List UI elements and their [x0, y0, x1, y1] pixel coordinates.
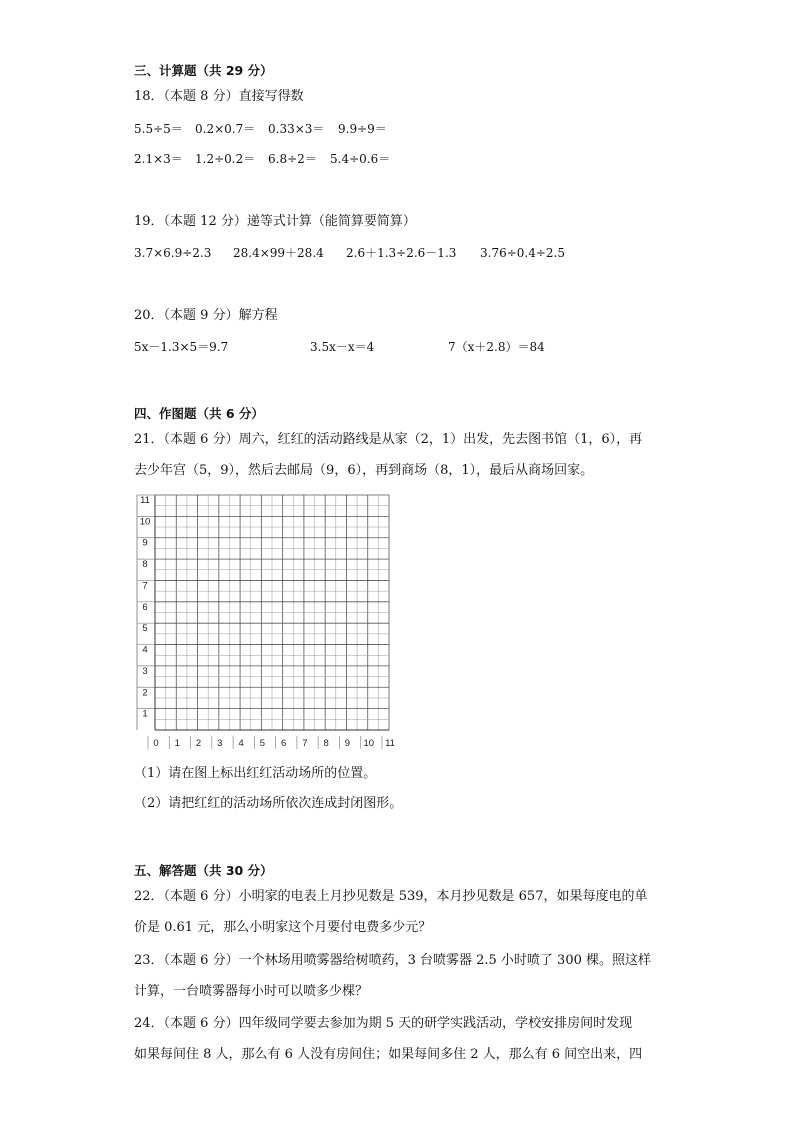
- q18-item: 2.1×3＝: [134, 152, 183, 166]
- x-axis-tick-label: 4: [238, 738, 244, 749]
- x-axis-tick-label: 1: [174, 738, 180, 749]
- question-19-stem: 19．（本题 12 分）递等式计算（能简算要简算）: [134, 214, 416, 229]
- q18-item: 5.4÷0.6＝: [330, 152, 391, 166]
- grid-lines: [137, 495, 389, 730]
- q20-item: 5x－1.3×5＝9.7: [134, 340, 229, 354]
- q19-item: 28.4×99＋28.4: [233, 246, 324, 260]
- x-axis-tick-label: 9: [344, 738, 351, 749]
- y-axis-tick-label: 5: [142, 623, 148, 635]
- question-24-line-1: 24．（本题 6 分）四年级同学要去参加为期 5 天的研学实践活动，学校安排房间时发现: [134, 1016, 633, 1031]
- question-24-line-2: 如果每间住 8 人，那么有 6 人没有房间住；如果每间多住 2 人，那么有 6 间空出来，四: [134, 1047, 643, 1062]
- y-axis-tick-label: 8: [142, 559, 148, 571]
- q18-item: 9.9÷9＝: [338, 122, 387, 136]
- x-axis-tick-label: 11: [385, 738, 395, 749]
- q20-item: 3.5x－x＝4: [310, 340, 375, 354]
- x-axis-tick-label: 7: [302, 738, 308, 749]
- q19-item: 2.6＋1.3÷2.6－1.3: [346, 246, 457, 260]
- x-axis-tick-label: 2: [195, 738, 202, 749]
- y-axis-tick-label: 2: [142, 687, 148, 699]
- y-axis-tick-label: 1: [142, 708, 148, 720]
- question-22-line-1: 22．（本题 6 分）小明家的电表上月抄见数是 539，本月抄见数是 657，如果每度电的单: [134, 889, 648, 904]
- x-axis-tick-label: 3: [217, 738, 223, 749]
- x-axis-tick-label: 8: [323, 738, 329, 749]
- y-axis-labels: [137, 495, 155, 720]
- y-axis-tick-label: 6: [142, 601, 148, 613]
- y-axis-tick-label: 7: [142, 580, 148, 592]
- q18-item: 5.5÷5＝: [134, 122, 183, 136]
- question-20-stem: 20．（本题 9 分）解方程: [134, 308, 278, 323]
- question-21-line-2: 去少年宫（5，9），然后去邮局（9，6），再到商场（8，1），最后从商场回家。: [134, 463, 594, 478]
- question-21-line-1: 21．（本题 6 分）周六，红红的活动路线是从家（2，1）出发，先去图书馆（1，6），再: [134, 432, 643, 447]
- x-axis-tick-label: 10: [363, 738, 375, 749]
- y-axis-tick-label: 3: [142, 665, 148, 677]
- question-22-line-2: 价是 0.61 元，那么小明家这个月要付电费多少元？: [134, 920, 432, 935]
- q19-item: 3.7×6.9÷2.3: [134, 246, 212, 260]
- q18-item: 0.2×0.7＝: [195, 122, 256, 136]
- y-axis-tick-label: 9: [142, 537, 148, 549]
- question-21-sub-2: （2）请把红红的活动场所依次连成封闭图形。: [134, 796, 403, 811]
- section-4-heading: 四、作图题（共 6 分）: [134, 406, 264, 421]
- section-3-heading: 三、计算题（共 29 分）: [134, 63, 273, 78]
- x-axis-tick-label: 6: [280, 738, 287, 749]
- y-axis-tick-label: 11: [140, 495, 150, 506]
- question-18-stem: 18．（本题 8 分）直接写得数: [134, 89, 304, 104]
- y-axis-tick-label: 10: [139, 516, 151, 528]
- x-axis-tick-label: 0: [153, 738, 159, 749]
- question-21-sub-1: （1）请在图上标出红红活动场所的位置。: [134, 766, 377, 781]
- question-23-line-2: 计算，一台喷雾器每小时可以喷多少棵？: [134, 984, 369, 999]
- question-23-line-1: 23．（本题 6 分）一个林场用喷雾器给树喷药，3 台喷雾器 2.5 小时喷了 300 棵。照这样: [134, 953, 651, 968]
- section-5-heading: 五、解答题（共 30 分）: [134, 863, 273, 878]
- q19-item: 3.76÷0.4÷2.5: [480, 246, 565, 260]
- q18-item: 1.2÷0.2＝: [195, 152, 256, 166]
- x-axis-tick-label: 5: [259, 738, 266, 749]
- q20-item: 7（x＋2.8）＝84: [448, 340, 545, 354]
- x-axis-labels: [148, 736, 395, 749]
- q18-item: 0.33×3＝: [268, 122, 325, 136]
- q18-item: 6.8÷2＝: [268, 152, 317, 166]
- y-axis-tick-label: 4: [142, 644, 148, 656]
